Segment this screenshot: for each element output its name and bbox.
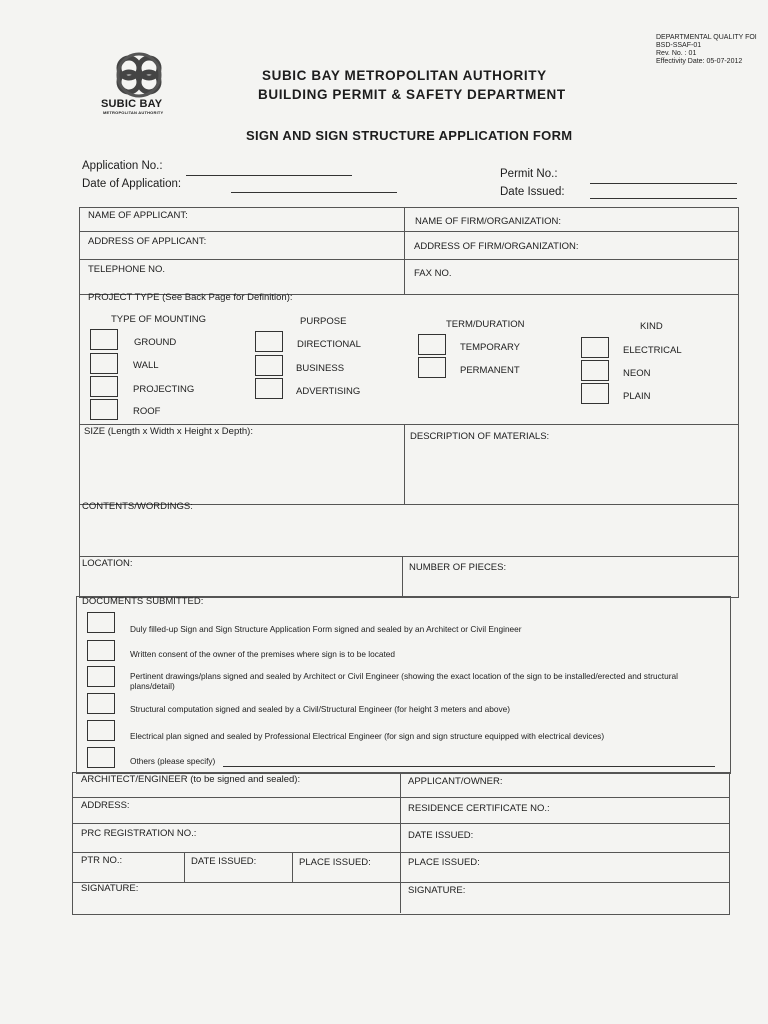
doc-others-label: Others (please specify) [130,756,216,766]
divider [404,424,405,504]
signatories-section [72,772,730,915]
divider [72,823,729,824]
ptr-place-issued-label: PLACE ISSUED: [299,857,371,868]
residence-cert-label: RESIDENCE CERTIFICATE NO.: [408,803,550,814]
kind-plain-label: PLAIN [623,391,651,402]
telephone-no-label: TELEPHONE NO. [88,264,166,275]
applicant-section [79,207,739,598]
address-of-applicant-label: ADDRESS OF APPLICANT: [88,236,207,247]
contents-label: CONTENTS/WORDINGS: [82,501,193,512]
address-of-firm-label: ADDRESS OF FIRM/ORGANIZATION: [414,241,579,252]
address-label: ADDRESS: [81,800,130,811]
doc-application-form-checkbox[interactable] [87,612,115,633]
document-code [656,34,757,66]
kind-electrical-label: ELECTRICAL [623,345,682,356]
pieces-label: NUMBER OF PIECES: [409,562,507,573]
document-code-line2: BSD-SSAF-01 [656,42,702,49]
purpose-advertising-label: ADVERTISING [296,386,361,397]
org-name-line2: BUILDING PERMIT & SAFETY DEPARTMENT [258,87,566,102]
permit-no-field[interactable] [590,183,737,184]
mounting-ground-checkbox[interactable] [90,329,118,350]
divider [79,231,738,232]
divider [184,852,185,882]
mounting-projecting-label: PROJECTING [133,384,195,395]
logo-name: SUBIC BAY [101,98,163,110]
materials-label: DESCRIPTION OF MATERIALS: [410,431,550,442]
term-title: TERM/DURATION [446,319,525,330]
doc-owner-consent-checkbox[interactable] [87,640,115,661]
divider [400,772,401,913]
ptr-date-issued-label: DATE ISSUED: [191,856,257,867]
size-label: SIZE (Length x Width x Height x Depth): [84,426,253,437]
kind-title: KIND [640,321,663,332]
purpose-directional-checkbox[interactable] [255,331,283,352]
doc-structural-checkbox[interactable] [87,693,115,714]
kind-plain-checkbox[interactable] [581,383,609,404]
prc-label: PRC REGISTRATION NO.: [81,828,197,839]
doc-electrical-label: Electrical plan signed and sealed by Professional Electrical Engineer (for sign and sign structure equipped with electrical devices) [130,731,605,741]
mounting-wall-label: WALL [133,360,159,371]
date-issued-right-label: DATE ISSUED: [408,830,474,841]
mounting-projecting-checkbox[interactable] [90,376,118,397]
divider [79,424,738,425]
mounting-title: TYPE OF MOUNTING [111,314,206,325]
doc-structural-label: Structural computation signed and sealed by a Civil/Structural Engineer (for height 3 meters and above) [130,704,511,714]
divider [402,556,403,596]
divider [404,207,405,294]
mounting-roof-label: ROOF [133,406,161,417]
doc-others-checkbox[interactable] [87,747,115,768]
permit-no-label: Permit No.: [500,168,558,180]
document-code-line4: Effectivity Date: 05-07-2012 [656,58,743,65]
kind-electrical-checkbox[interactable] [581,337,609,358]
application-no-label: Application No.: [82,160,163,172]
term-temporary-label: TEMPORARY [460,342,521,353]
project-type-label: PROJECT TYPE (See Back Page for Definition): [88,292,293,303]
org-name-line1: SUBIC BAY METROPOLITAN AUTHORITY [262,68,547,83]
date-issued-field[interactable] [590,198,737,199]
doc-drawings-label: Pertinent drawings/plans signed and sealed by Architect or Civil Engineer (showing the exact location of the sign to be installed/erected and structural plans/detail) [130,671,678,691]
purpose-business-label: BUSINESS [296,363,345,374]
name-of-applicant-label: NAME OF APPLICANT: [88,210,188,221]
kind-neon-label: NEON [623,368,651,379]
date-of-application-label: Date of Application: [82,178,182,190]
ptr-label: PTR NO.: [81,855,123,866]
document-code-line3: Rev. No. : 01 [656,50,697,57]
purpose-directional-label: DIRECTIONAL [297,339,361,350]
architect-label: ARCHITECT/ENGINEER (to be signed and sealed): [81,774,301,785]
divider [72,852,729,853]
purpose-advertising-checkbox[interactable] [255,378,283,399]
signature-right-label: SIGNATURE: [408,885,466,896]
mounting-roof-checkbox[interactable] [90,399,118,420]
divider [79,259,738,260]
date-of-application-field[interactable] [231,192,397,193]
logo-subtitle: METROPOLITAN AUTHORITY [103,110,164,115]
application-no-field[interactable] [186,175,352,176]
mounting-wall-checkbox[interactable] [90,353,118,374]
doc-owner-consent-label: Written consent of the owner of the premises where sign is to be located [130,649,396,659]
divider [292,852,293,882]
divider [72,882,729,883]
kind-neon-checkbox[interactable] [581,360,609,381]
doc-drawings-checkbox[interactable] [87,666,115,687]
form-title: SIGN AND SIGN STRUCTURE APPLICATION FORM [246,128,573,143]
applicant-owner-label: APPLICANT/OWNER: [408,776,503,787]
location-label: LOCATION: [82,558,133,569]
divider [79,556,738,557]
document-code-line1: DEPARTMENTAL QUALITY FOI [656,34,757,41]
mounting-ground-label: GROUND [134,337,177,348]
doc-others-field[interactable] [223,766,715,767]
divider [72,797,729,798]
purpose-title: PURPOSE [300,316,347,327]
name-of-firm-label: NAME OF FIRM/ORGANIZATION: [415,216,562,227]
documents-label: DOCUMENTS SUBMITTED: [82,596,204,607]
term-permanent-label: PERMANENT [460,365,520,376]
doc-electrical-checkbox[interactable] [87,720,115,741]
term-temporary-checkbox[interactable] [418,334,446,355]
purpose-business-checkbox[interactable] [255,355,283,376]
doc-application-form-label: Duly filled-up Sign and Sign Structure Application Form signed and sealed by an Architect or Civil Engineer [130,624,522,634]
term-permanent-checkbox[interactable] [418,357,446,378]
signature-left-label: SIGNATURE: [81,883,139,894]
date-issued-label: Date Issued: [500,186,565,198]
place-issued-label: PLACE ISSUED: [408,857,480,868]
fax-no-label: FAX NO. [414,268,452,279]
sbma-logo-icon [104,50,174,100]
